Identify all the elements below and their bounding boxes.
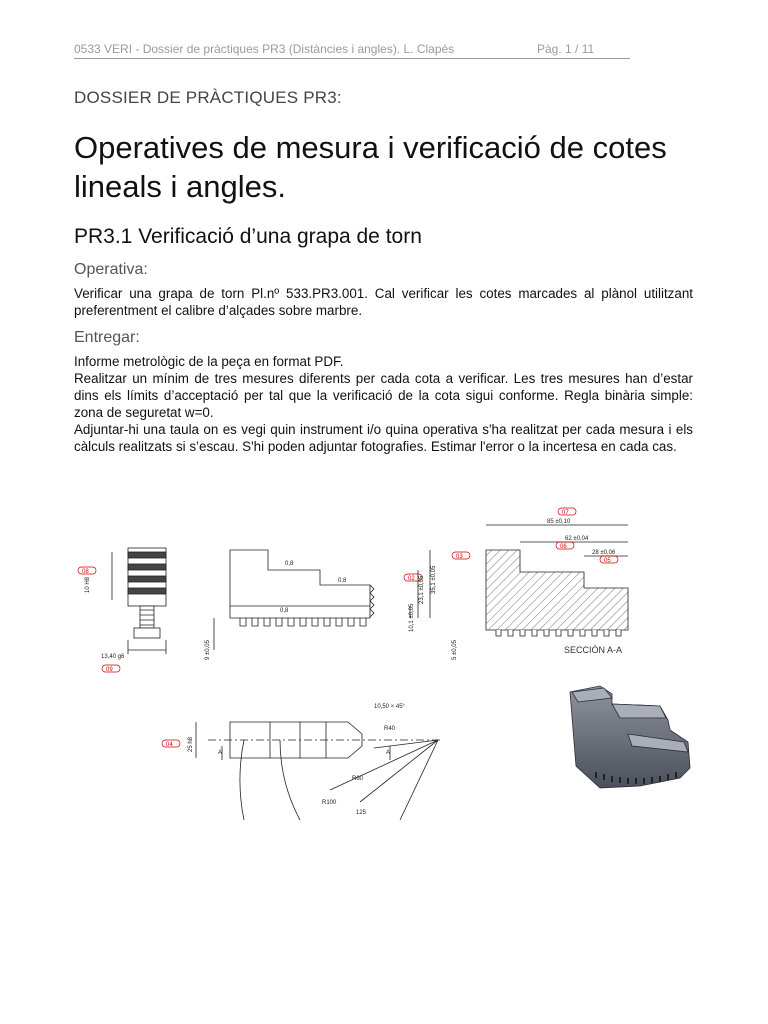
entregar-text [74, 353, 693, 455]
balloon-06-label: 06 [560, 544, 567, 550]
dim-10-1: 10,1 ±0,05 [409, 603, 415, 632]
page-header [74, 42, 630, 59]
section-mark-right: A [386, 750, 391, 756]
header-page-number: Pàg. 1 / 11 [537, 42, 595, 56]
balloon-08-label: 08 [82, 569, 89, 575]
dim-5: 5 ±0,05 [452, 640, 458, 660]
entregar-paragraph-1: Informe metrològic de la peça en format PDF. [74, 354, 344, 369]
jaw-3d-render [570, 686, 690, 788]
top-view [196, 722, 440, 820]
section-a-a [486, 525, 628, 636]
dossier-label: DOSSIER DE PRÀCTIQUES PR3: [74, 88, 342, 107]
dim-35-1: 35,1 ±0,05 [431, 565, 437, 594]
dim-28: 28 ±0,06 [592, 550, 616, 556]
section-label: SECCIÓN A-A [564, 645, 623, 655]
balloon-02-label: 02 [408, 576, 415, 582]
header-document-title: 0533 VERI - Dossier de pràctiques PR3 (Distàncies i angles). L. Clapés [74, 42, 455, 56]
entregar-heading: Entregar: [74, 329, 140, 346]
dim-85: 85 ±0,10 [547, 519, 571, 525]
technical-drawing [0, 490, 768, 820]
balloon-03-label: 03 [456, 554, 463, 560]
section-mark-left: A [218, 750, 223, 756]
roughness-3: 0,8 [280, 608, 289, 614]
dim-13-40: 13,40 g6 [101, 654, 125, 660]
balloon-05-label: 05 [604, 558, 611, 564]
dim-r100: R100 [322, 800, 337, 806]
dim-25h8: 25 h8 [188, 736, 194, 752]
dim-23-1: 23,1 ±0,05 [419, 575, 425, 604]
balloon-09-label: 09 [106, 667, 113, 673]
side-view [112, 548, 166, 654]
dim-10h8: 10 H8 [85, 576, 91, 593]
operativa-paragraph: Verificar una grapa de torn Pl.nº 533.PR3.001. Cal verificar les cotes marcades al plànol utilitzant preferentment el calibre d’alçades sobre marbre. [74, 286, 693, 318]
dim-9: 9 ±0,05 [205, 640, 211, 660]
dim-chamfer: 10,50 × 45° [374, 704, 405, 710]
roughness-2: 0,8 [338, 578, 347, 584]
dim-r125: 125 [356, 810, 367, 816]
front-view [214, 550, 430, 650]
dim-r60: R60 [352, 776, 364, 782]
balloon-07-label: 07 [562, 510, 569, 516]
operativa-heading: Operativa: [74, 261, 148, 278]
entregar-paragraph-3: Adjuntar-hi una taula on es vegi quin instrument i/o quina operativa s'ha realitzat per cada mesura i els càlculs realitzats si s’escau. S'hi poden adjuntar fotografies. Estimar l'error o la incertesa en cada cas. [74, 422, 693, 454]
entregar-paragraph-2: Realitzar un mínim de tres mesures diferents per cada cota a verificar. Les tres mesures han d’estar dins els límits d’acceptació per tal que la verificació de la cota sigui conforme. Regla binària simple: zona de seguretat w=0. [74, 371, 693, 420]
dim-62: 62 ±0,04 [565, 536, 589, 542]
roughness-1: 0,8 [285, 561, 294, 567]
page-title: Operatives de mesura i verificació de cotes lineals i angles. [74, 130, 667, 204]
dim-r40: R40 [384, 726, 396, 732]
balloon-04-label: 04 [166, 742, 173, 748]
section-title: PR3.1 Verificació d’una grapa de torn [74, 225, 422, 248]
operativa-text [74, 285, 693, 319]
